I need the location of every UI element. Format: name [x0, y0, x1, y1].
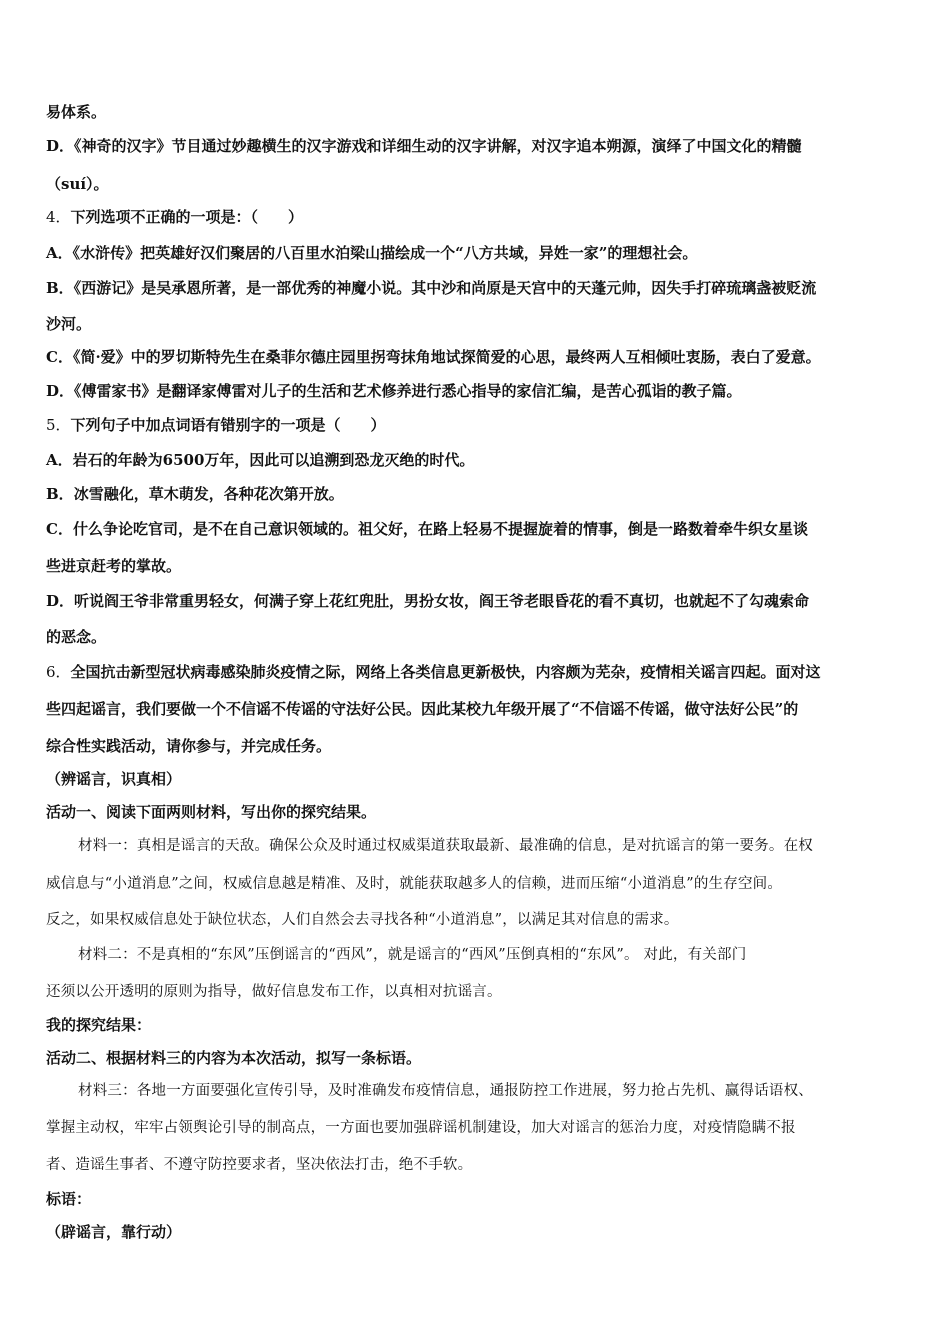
material-3-line-2: 掌握主动权，牢牢占领舆论引导的制高点，一方面也要加强辟谣机制建设，加大对谣言的惩治力度，对疫情隐瞒不报: [46, 1120, 796, 1136]
q3-option-d-cont: （suí）。: [46, 175, 109, 193]
option-text: 《西游记》是吴承恩所著，是一部优秀的神魔小说。其中沙和尚原是天宫中的天蓬元帅，因失手打碎琉璃盏被贬流: [73, 279, 817, 297]
material-3-line-3: 者、造谣生事者、不遵守防控要求者，坚决依法打击，绝不手软。: [46, 1157, 473, 1173]
q4-option-b-cont: 沙河。: [46, 315, 92, 333]
q5-option-d-cont: 的恶念。: [46, 628, 107, 646]
option-label: D．: [46, 382, 75, 400]
q6-activity-2: 活动二、根据材料三的内容为本次活动，拟写一条标语。: [46, 1049, 422, 1067]
q4-stem: [46, 207, 303, 227]
q5-stem: [46, 415, 386, 435]
q5-option-a: [46, 450, 474, 470]
q6-intro-line-2: 些四起谣言，我们要做一个不信谣不传谣的守法好公民。因此某校九年级开展了“不信谣不传谣，做守法好公民”的: [46, 700, 799, 718]
option-text: 《傅雷家书》是翻译家傅雷对儿子的生活和艺术修养进行悉心指导的家信汇编，是苦心孤诣的教子篇。: [74, 382, 742, 400]
q4-option-a: [46, 243, 697, 263]
q6-intro-line-1: [46, 662, 821, 682]
option-label: A．: [46, 451, 73, 469]
option-label: A．: [46, 244, 73, 262]
question-intro: 全国抗击新型冠状病毒感染肺炎疫情之际，网络上各类信息更新极快，内容颇为芜杂，疫情相关谣言四起。面对这: [70, 663, 821, 681]
option-text: 《简·爱》中的罗切斯特先生在桑菲尔德庄园里拐弯抹角地试探简爱的心思，最终两人互相倾吐衷肠，表白了爱意。: [72, 348, 821, 366]
q6-intro-line-3: 综合性实践活动，请你参与，并完成任务。: [46, 737, 332, 755]
q4-option-c: [46, 347, 821, 367]
question-number: 4．: [46, 208, 71, 226]
material-2-line-2: 还须以公开透明的原则为指导，做好信息发布工作，以真相对抗谣言。: [46, 984, 502, 1000]
option-label: B．: [46, 485, 74, 503]
material-1-line-3: 反之，如果权威信息处于缺位状态，人们自然会去寻找各种“小道消息”，以满足其对信息的需求。: [46, 912, 679, 928]
q6-activity-1: 活动一、阅读下面两则材料，写出你的探究结果。: [46, 803, 377, 821]
option-text: 《水浒传》把英雄好汉们聚居的八百里水泊梁山描绘成一个“八方共域，异姓一家”的理想社会。: [72, 244, 698, 262]
option-text: 冰雪融化，草木萌发，各种花次第开放。: [73, 485, 344, 503]
material-3-line-1: 材料三：各地一方面要强化宣传引导，及时准确发布疫情信息，通报防控工作进展，努力抢占先机、赢得话语权、: [78, 1083, 813, 1099]
q4-option-d: [46, 381, 742, 401]
q3-tail-text: 易体系。: [46, 103, 107, 121]
q5-option-b: [46, 484, 344, 504]
option-text: 听说阎王爷非常重男轻女，何满子穿上花红兜肚，男扮女妆，阎王爷老眼昏花的看不真切，也就起不了勾魂索命: [74, 592, 810, 610]
material-1-line-2: 威信息与“小道消息”之间，权威信息越是精准、及时，就能获取越多人的信赖，进而压缩“小道消息”的生存空间。: [46, 876, 783, 892]
q6-section-heading-2: （辟谣言，靠行动）: [46, 1223, 182, 1241]
question-number: 5．: [46, 416, 71, 434]
option-label: B．: [46, 279, 74, 297]
q5-option-c-cont: 些进京赶考的掌故。: [46, 557, 182, 575]
q5-option-c: [46, 519, 808, 539]
option-text: 岩石的年龄为6500万年，因此可以追溯到恐龙灭绝的时代。: [72, 451, 475, 469]
q6-section-heading-1: （辨谣言，识真相）: [46, 770, 182, 788]
slogan-label: 标语：: [46, 1190, 92, 1208]
question-stem: 下列选项不正确的一项是：（ ）: [70, 208, 304, 226]
option-label: D．: [46, 592, 75, 610]
question-number: 6．: [46, 663, 71, 681]
q5-option-d: [46, 591, 809, 611]
option-text: 《神奇的汉字》节目通过妙趣横生的汉字游戏和详细生动的汉字讲解，对汉字追本朔源，演绎了中国文化的精髓: [74, 137, 802, 155]
material-2-line-1: 材料二：不是真相的“东风”压倒谣言的“西风”，就是谣言的“西风”压倒真相的“东风”。 对此，有关部门: [78, 947, 747, 963]
q4-option-b: [46, 278, 816, 298]
option-label: C．: [46, 348, 73, 366]
q3-option-d: [46, 136, 802, 156]
option-label: D．: [46, 137, 75, 155]
material-1-line-1: 材料一：真相是谣言的天敌。确保公众及时通过权威渠道获取最新、最准确的信息，是对抗谣言的第一要务。在权: [78, 838, 813, 854]
question-stem: 下列句子中加点词语有错别字的一项是（ ）: [70, 416, 386, 434]
option-text: 什么争论吃官司，是不在自己意识领域的。祖父好，在路上轻易不提握旋着的情事，倒是一路数着牵牛织女星谈: [72, 520, 808, 538]
result-label: 我的探究结果：: [46, 1016, 152, 1034]
option-label: C．: [46, 520, 73, 538]
